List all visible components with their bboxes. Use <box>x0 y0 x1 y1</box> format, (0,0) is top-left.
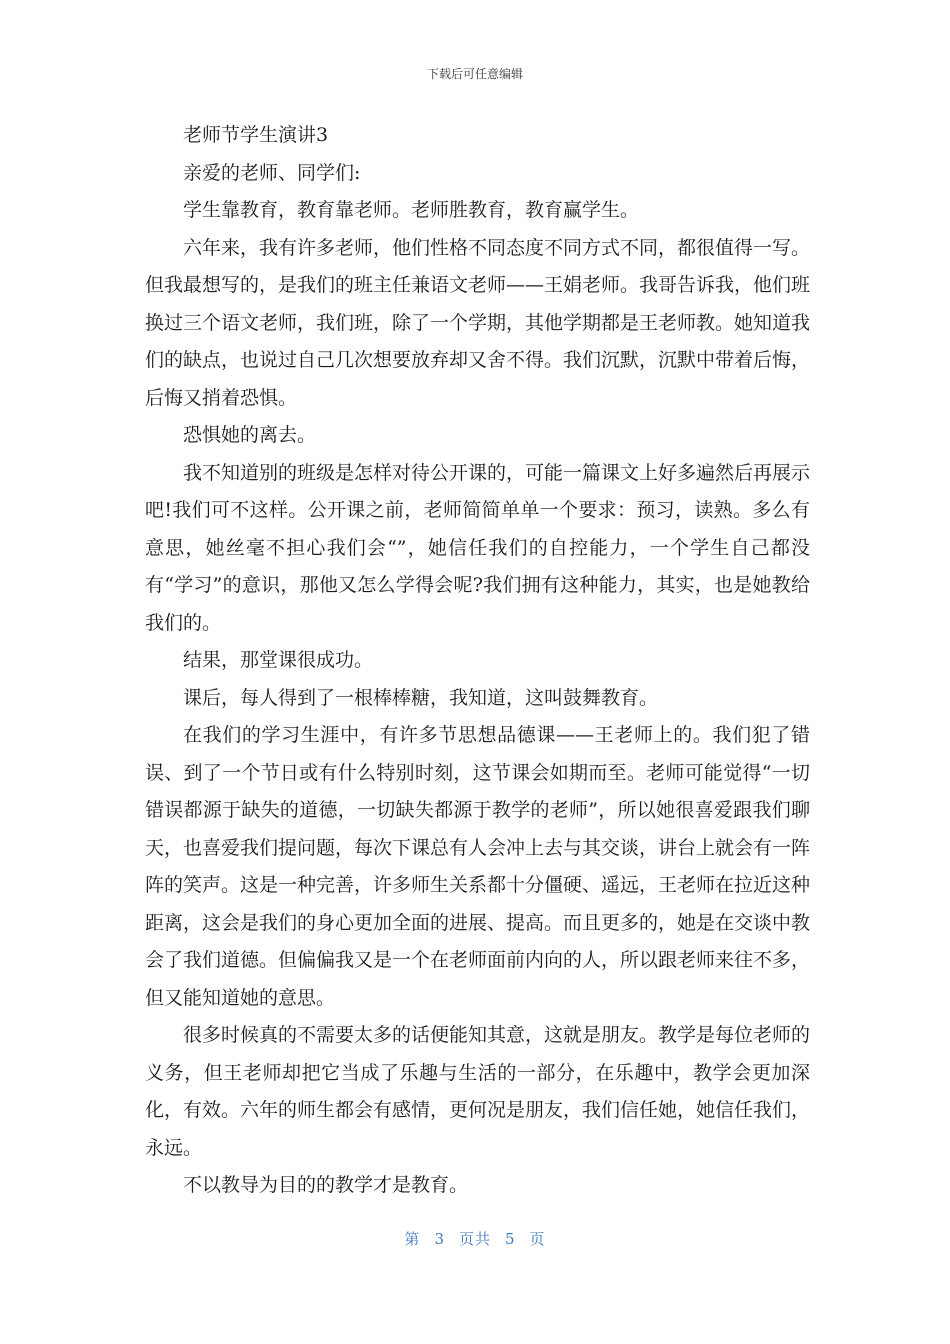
page-header-note: 下载后可任意编辑 <box>426 67 523 81</box>
body-paragraph: 学生靠教育，教育靠老师。老师胜教育，教育赢学生。 <box>183 199 640 221</box>
footer-current-page: 3 <box>434 1230 445 1248</box>
footer-label-page: 第 <box>404 1230 421 1248</box>
body-paragraph: 很多时候真的不需要太多的话便能知其意，这就是朋友。教学是每位老师的义务，但王老师却把它当成了乐趣与生活的一部分，在乐趣中，教学会更加深化，有效。六年的师生都会有感情，更何况是朋友，我们信任她，她信任我们，永远。 <box>145 1024 811 1159</box>
salutation: 亲爱的老师、同学们: <box>183 161 361 184</box>
body-paragraph: 恐惧她的离去。 <box>183 424 317 446</box>
footer-total-pages: 5 <box>505 1230 516 1248</box>
page-number-footer <box>0 1229 950 1249</box>
body-paragraph: 在我们的学习生涯中，有许多节思想品德课——王老师上的。我们犯了错误、到了一个节日或有什么特别时刻，这节课会如期而至。老师可能觉得“一切错误都源于缺失的道德，一切缺失都源于教学的老师”，所以她很喜爱跟我们聊天，也喜爱我们提问题，每次下课总有人会冲上去与其交谈，讲台上就会有一阵阵的笑声。这是一种完善，许多师生关系都十分僵硬、遥远，王老师在拉近这种距离，这会是我们的身心更加全面的进展、提高。而且更多的，她是在交谈中教会了我们道德。但偏偏我又是一个在老师面前内向的人，所以跟老师来往不多，但又能知道她的意思。 <box>145 724 811 1009</box>
body-paragraph: 课后，每人得到了一根棒棒糖，我知道，这叫鼓舞教育。 <box>183 686 659 709</box>
closing-paragraph: 不以教导为目的的教学才是教育。 <box>183 1174 469 1196</box>
footer-label-end: 页 <box>529 1230 546 1248</box>
body-paragraph: 结果，那堂课很成功。 <box>183 649 374 671</box>
speech-title: 老师节学生演讲3 <box>183 124 329 146</box>
document-body <box>145 117 810 1205</box>
body-paragraph: 六年来，我有许多老师，他们性格不同态度不同方式不同，都很值得一写。但我最想写的，是我们的班主任兼语文老师——王娟老师。我哥告诉我，他们班换过三个语文老师，我们班，除了一个学期，其他学期都是王老师教。她知道我们的缺点，也说过自己几次想要放弃却又舍不得。我们沉默，沉默中带着后悔，后悔又捎着恐惧。 <box>145 236 811 409</box>
body-paragraph: 我不知道别的班级是怎样对待公开课的，可能一篇课文上好多遍然后再展示吧!我们可不这样。公开课之前，老师简简单单一个要求：预习，读熟。多么有意思，她丝毫不担心我们会“”，她信任我们的自控能力，一个学生自己都没有“学习”的意识，那他又怎么学得会呢?我们拥有这种能力，其实，也是她教给我们的。 <box>145 461 811 634</box>
footer-label-of: 页共 <box>458 1230 491 1248</box>
